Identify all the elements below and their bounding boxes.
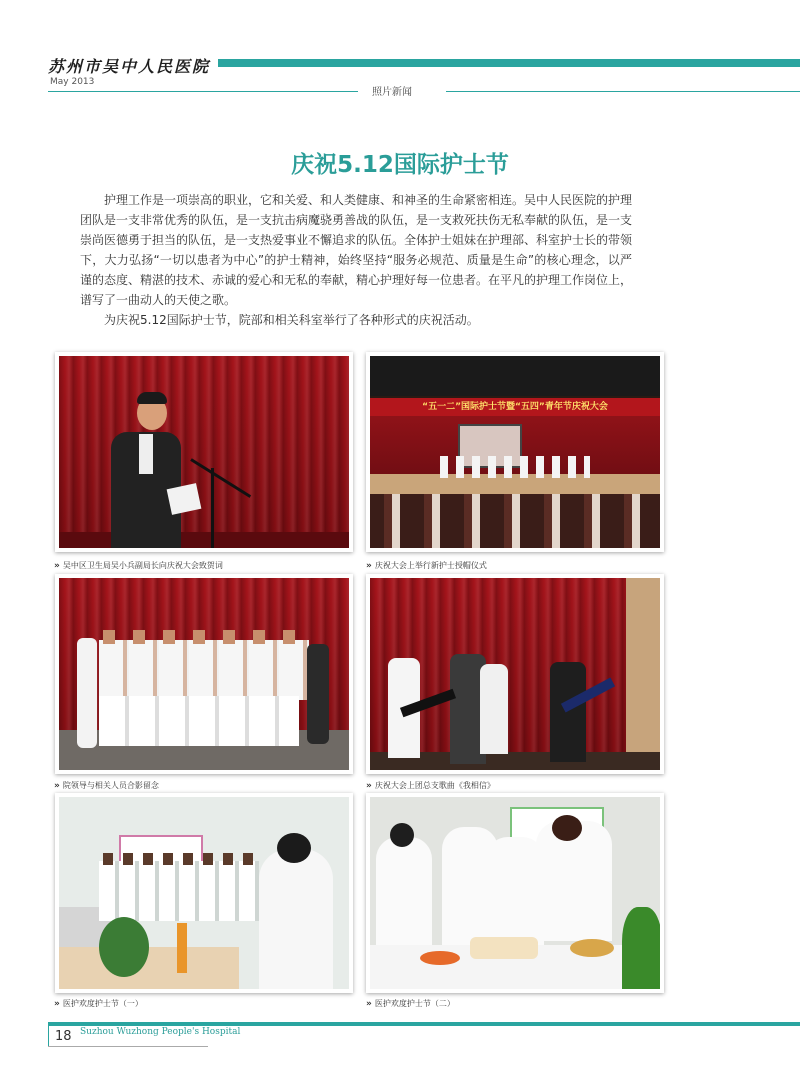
photo-group <box>55 574 353 774</box>
page-number: 18 <box>55 1029 72 1044</box>
photo-ward-celebration-1 <box>55 793 353 993</box>
header-rule-right <box>446 91 800 92</box>
hospital-brand: 苏州市吴中人民医院 <box>48 57 211 76</box>
article-body <box>80 190 632 330</box>
header-accent-bar <box>218 59 800 67</box>
photo-auditorium <box>366 352 664 552</box>
photo-ward-celebration-2 <box>366 793 664 993</box>
photo-caption-6: » 医护欢度护士节（二） <box>366 999 455 1009</box>
article-paragraph-1: 护理工作是一项崇高的职业，它和关爱、和人类健康、和神圣的生命紧密相连。吴中人民医院的护理团队是一支非常优秀的队伍，是一支抗击病魔骁勇善战的队伍，是一支救死扶伤无私奉献的队伍，是一支崇尚医德勇于担当的队伍，是一支热爱事业不懈追求的队伍。全体护士姐妹在护理部、科室护士长的带领下，大力弘扬“一切以患者为中心”的护士精神，始终坚持“服务必规范、质量是生命”的核心理念，以严谨的态度、精湛的技术、赤诚的爱心和无私的奉献，精心护理好每一位患者。在平凡的护理工作岗位上，谱写了一曲动人的天使之歌。 <box>80 193 633 307</box>
footer-accent-bar <box>48 1022 800 1026</box>
hospital-english-name: Suzhou Wuzhong People's Hospital <box>80 1027 241 1037</box>
photo-caption-3: » 院领导与相关人员合影留念 <box>54 781 159 791</box>
photo-caption-4: » 庆祝大会上团总支歌曲《我相信》 <box>366 781 495 791</box>
section-label: 照片新闻 <box>372 87 412 98</box>
auditorium-banner: “五一二”国际护士节暨“五四”青年节庆祝大会 <box>370 398 660 416</box>
photo-caption-2: » 庆祝大会上举行新护士授帽仪式 <box>366 561 487 571</box>
issue-date: May 2013 <box>50 77 95 87</box>
photo-caption-1: » 吴中区卫生局吴小兵副局长向庆祝大会致贺词 <box>54 561 223 571</box>
header-rule-left <box>48 91 358 92</box>
photo-speech <box>55 352 353 552</box>
footer-rule <box>48 1046 208 1047</box>
article-paragraph-2: 为庆祝5.12国际护士节，院部和相关科室举行了各种形式的庆祝活动。 <box>104 313 479 327</box>
photo-band <box>366 574 664 774</box>
photo-caption-5: » 医护欢度护士节（一） <box>54 999 143 1009</box>
article-title: 庆祝5.12国际护士节 <box>291 152 509 178</box>
